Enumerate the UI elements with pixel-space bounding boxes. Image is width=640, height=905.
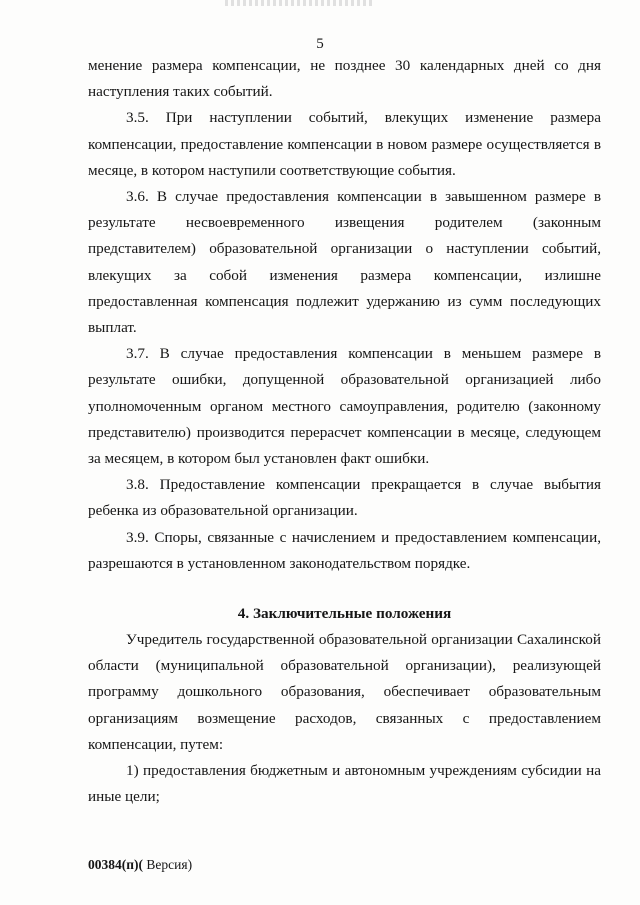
footer-code: 00384(п)( (88, 857, 144, 872)
paragraph-3-8: 3.8. Предоставление компенсации прекращается в случае выбытия ребенка из образовательной организации. (88, 476, 601, 520)
page-number: 5 (316, 36, 324, 52)
paragraph-3-9: 3.9. Споры, связанные с начислением и предоставлением компенсации, разрешаются в установленном законодательством порядке. (88, 528, 601, 572)
paragraph-3-5: 3.5. При наступлении событий, влекущих изменение размера компенсации, предоставление компенсации в новом размере осуществляется в месяце, в котором наступили соответствующие события. (88, 109, 601, 179)
paragraph-3-6: 3.6. В случае предоставления компенсации в завышенном размере в результате несвоевременного извещения родителем (законным представителем) образовательной организации о наступлении событий, влекущих за собой изменения размера компенсации, излишне предоставленная компенсация подлежит удержанию из сумм последующих выплат. (88, 188, 601, 337)
paragraph-founder: Учредитель государственной образовательной организации Сахалинской области (муниципальной образовательной организации), реализующей программу дошкольного образования, обеспечивает образовательным организациям возмещение расходов, связанных с предоставлением компенсации, путем: (88, 631, 601, 753)
paragraph-continuation: менение размера компенсации, не позднее 30 календарных дней со дня наступления таких событий. (88, 57, 601, 101)
paragraph-item-1: 1) предоставления бюджетным и автономным учреждениям субсидии на иные цели; (88, 762, 601, 806)
footer-document-code (88, 857, 192, 873)
paragraph-3-7: 3.7. В случае предоставления компенсации в меньшем размере в результате ошибки, допущенной образовательной организацией либо уполномоченным органом местного самоуправления, родителю (законному представителю) производится перерасчет компенсации в месяце, следующем за месяцем, в котором был установлен факт ошибки. (88, 345, 601, 468)
footer-version: Версия) (143, 857, 193, 872)
document-body (88, 53, 601, 810)
section-heading: 4. Заключительные положения (237, 605, 452, 623)
scan-artifact (225, 0, 375, 6)
